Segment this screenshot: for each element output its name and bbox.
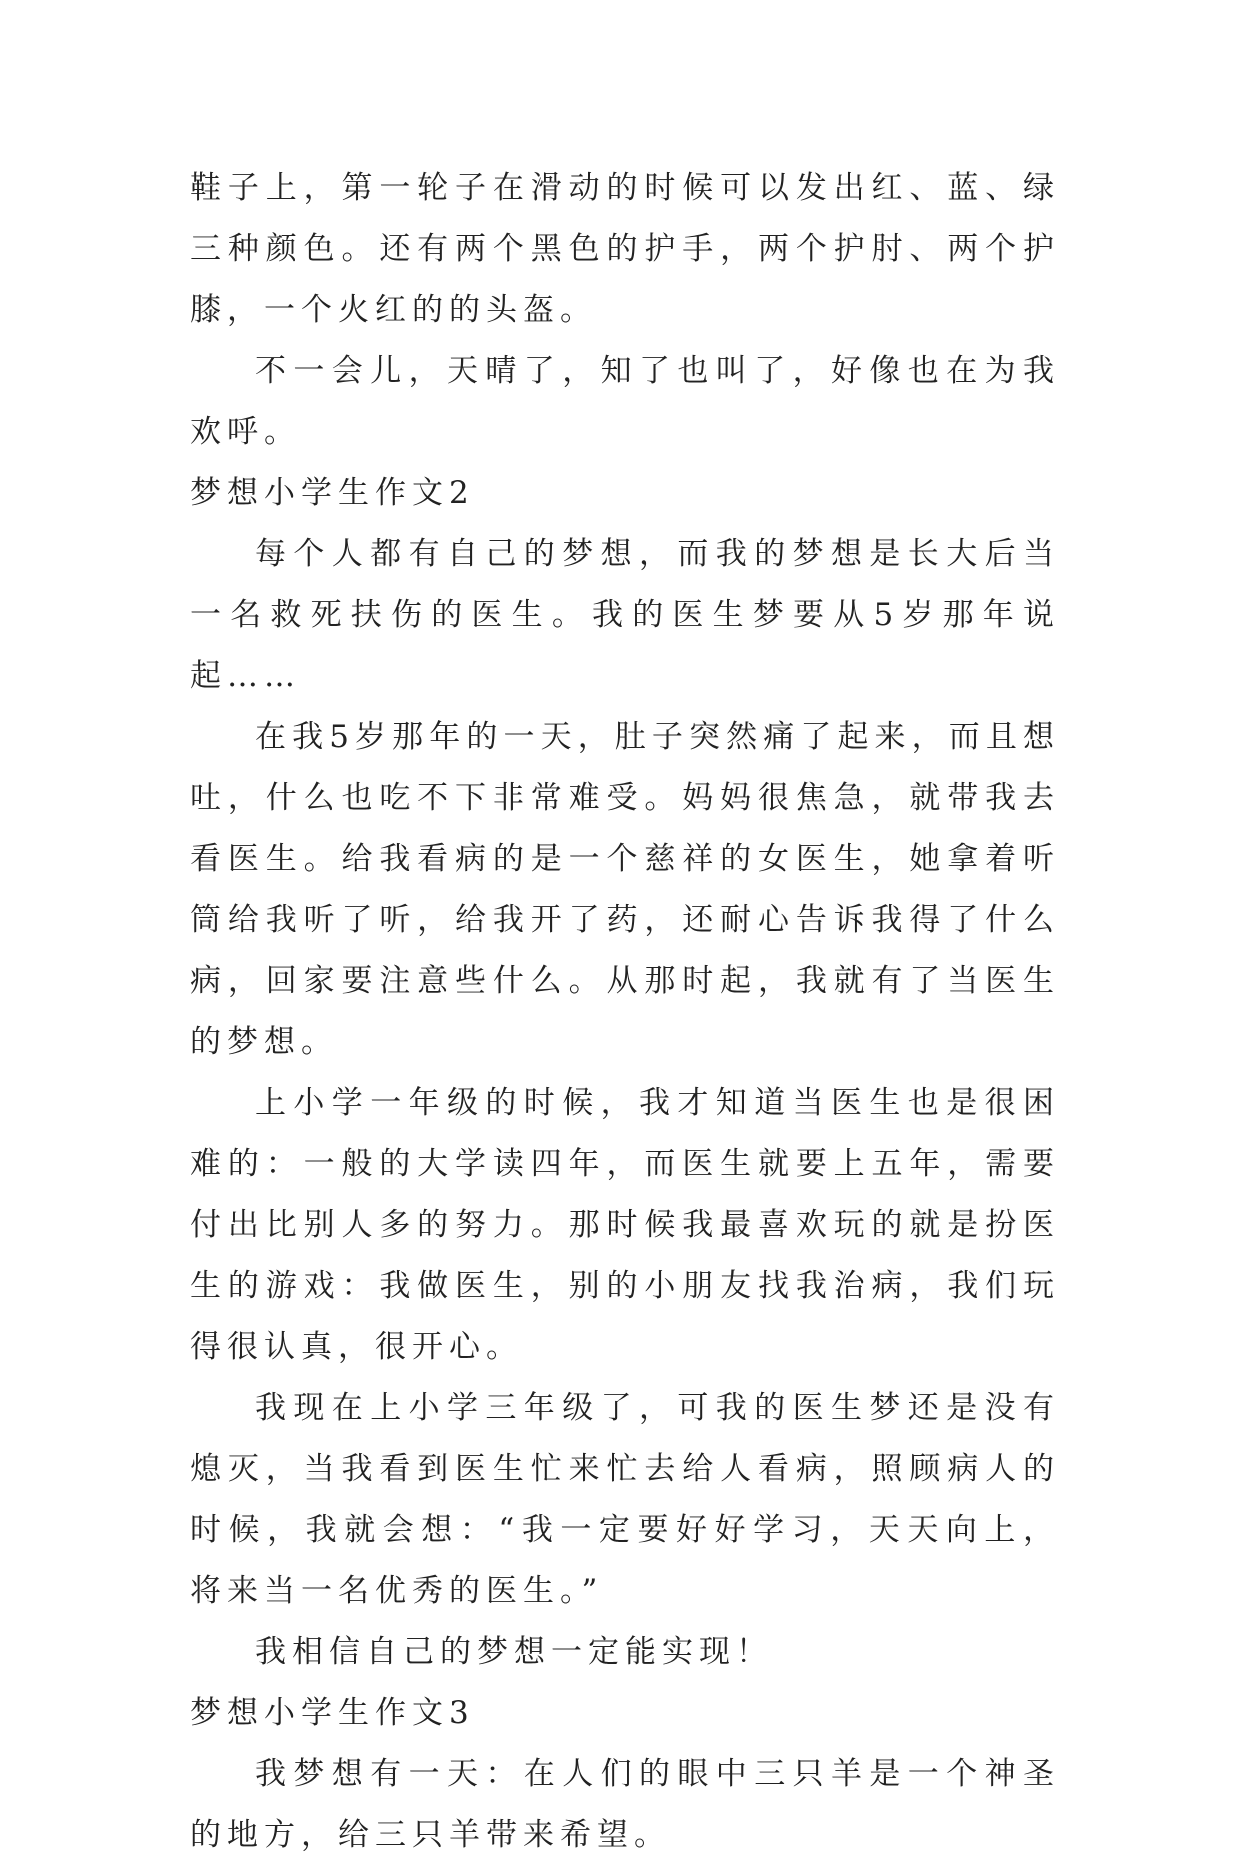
section-heading: 梦想小学生作文2 bbox=[190, 475, 475, 511]
paragraph: 上小学一年级的时候，我才知道当医生也是很困难的：一般的大学读四年，而医生就要上五年，需要付出比别人多的努力。那时候我最喜欢玩的就是扮医生的游戏：我做医生，别的小朋友找我治病，我们玩得很认真，很开心。 bbox=[190, 1085, 1060, 1365]
document-body bbox=[190, 158, 1060, 1866]
paragraph: 我现在上小学三年级了，可我的医生梦还是没有熄灭，当我看到医生忙来忙去给人看病，照顾病人的时候，我就会想：“我一定要好好学习，天天向上，将来当一名优秀的医生。” bbox=[190, 1390, 1060, 1609]
paragraph: 我梦想有一天：在人们的眼中三只羊是一个神圣的地方，给三只羊带来希望。 bbox=[190, 1756, 1060, 1853]
paragraph: 我相信自己的梦想一定能实现！ bbox=[255, 1634, 773, 1670]
paragraph: 在我5岁那年的一天，肚子突然痛了起来，而且想吐，什么也吃不下非常难受。妈妈很焦急，就带我去看医生。给我看病的是一个慈祥的女医生，她拿着听筒给我听了听，给我开了药，还耐心告诉我得了什么病，回家要注意些什么。从那时起，我就有了当医生的梦想。 bbox=[190, 719, 1060, 1060]
paragraph: 每个人都有自己的梦想，而我的梦想是长大后当一名救死扶伤的医生。我的医生梦要从5岁那年说起…… bbox=[190, 536, 1060, 694]
paragraph: 鞋子上，第一轮子在滑动的时候可以发出红、蓝、绿三种颜色。还有两个黑色的护手，两个护肘、两个护膝，一个火红的的头盔。 bbox=[190, 170, 1060, 328]
section-heading: 梦想小学生作文3 bbox=[190, 1695, 475, 1731]
paragraph: 不一会儿，天晴了，知了也叫了，好像也在为我欢呼。 bbox=[190, 353, 1060, 450]
